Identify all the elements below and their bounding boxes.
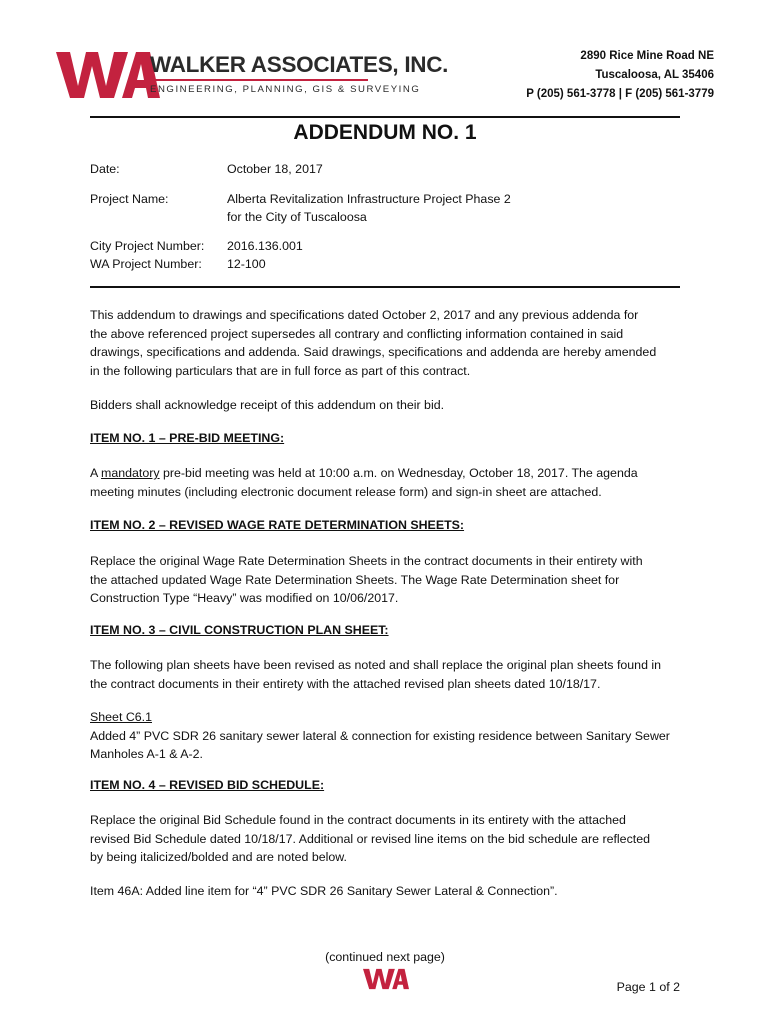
item3-line: The following plan sheets have been revised as noted and shall replace the original plan sheets found in xyxy=(90,658,662,672)
continued-note: (continued next page) xyxy=(325,950,445,964)
date-value: October 18, 2017 xyxy=(227,162,323,176)
item1-line xyxy=(90,464,685,483)
item1-line: meeting minutes (including electronic document release form) and sign-in sheet are attached. xyxy=(90,484,602,499)
project-name-value-line2: for the City of Tuscaloosa xyxy=(227,210,367,224)
sheet-c61-block xyxy=(90,708,685,764)
wa-project-number-value: 12-100 xyxy=(227,257,266,271)
date-label: Date: xyxy=(90,162,120,176)
footer-wa-logo xyxy=(363,966,409,992)
acknowledge-paragraph xyxy=(90,396,685,415)
item4-heading: ITEM NO. 4 – REVISED BID SCHEDULE: xyxy=(90,778,325,792)
intro-line: This addendum to drawings and specifications dated October 2, 2017 and any previous addenda for xyxy=(90,308,639,322)
item1-mandatory: mandatory xyxy=(101,466,160,480)
wa-monogram xyxy=(56,52,160,98)
header-divider xyxy=(90,116,680,118)
item46a-paragraph xyxy=(90,882,685,901)
company-rule xyxy=(150,79,368,81)
item3-paragraph xyxy=(90,656,685,693)
company-name: WALKER ASSOCIATES, INC. xyxy=(150,52,449,77)
city-project-number-value: 2016.136.001 xyxy=(227,239,303,253)
acknowledge-line: Bidders shall acknowledge receipt of this addendum on their bid. xyxy=(90,398,445,412)
item46a-line: Item 46A: Added line item for “4” PVC SDR 26 Sanitary Sewer Lateral & Connection”. xyxy=(90,884,558,898)
item4-line: by being italicized/bolded and are noted below. xyxy=(90,850,347,864)
item2-paragraph xyxy=(90,552,685,608)
item4-line: revised Bid Schedule dated 10/18/17. Additional or revised line items on the bid schedule are reflected xyxy=(90,831,650,846)
page-number: Page 1 of 2 xyxy=(616,980,680,994)
item3-heading: ITEM NO. 3 – CIVIL CONSTRUCTION PLAN SHEET: xyxy=(90,623,389,637)
company-tagline: ENGINEERING, PLANNING, GIS & SURVEYING xyxy=(150,84,421,95)
intro-line: the above referenced project supersedes all contrary and conflicting information contained in said xyxy=(90,326,624,341)
intro-paragraph xyxy=(90,306,685,380)
city-project-number-label: City Project Number: xyxy=(90,239,205,253)
item2-line: Construction Type “Heavy” was modified on 10/06/2017. xyxy=(90,591,399,605)
intro-line: drawings, specifications and addenda. Said drawings, specifications and addenda are hereby amended xyxy=(90,345,657,359)
wa-project-number-label: WA Project Number: xyxy=(90,257,202,271)
project-name-value-line1: Alberta Revitalization Infrastructure Project Phase 2 xyxy=(227,192,511,206)
item1-rest: pre-bid meeting was held at 10:00 a.m. on Wednesday, October 18, 2017. The agenda xyxy=(159,466,638,480)
sheet-line: Manholes A-1 & A-2. xyxy=(90,747,203,761)
item2-line: the attached updated Wage Rate Determination Sheets. The Wage Rate Determination sheet for xyxy=(90,572,620,587)
item3-line: the contract documents in their entirety with the attached revised plan sheets dated 10/18/17. xyxy=(90,676,601,691)
document-title: ADDENDUM NO. 1 xyxy=(293,121,477,144)
project-name-label: Project Name: xyxy=(90,192,169,206)
company-address xyxy=(526,47,714,104)
phone-fax: P (205) 561-3778 | F (205) 561-3779 xyxy=(526,88,714,100)
item1-paragraph xyxy=(90,464,685,501)
fields-divider xyxy=(90,286,680,288)
item2-line: Replace the original Wage Rate Determination Sheets in the contract documents in their entirety with xyxy=(90,554,643,568)
address-line-city: Tuscaloosa, AL 35406 xyxy=(595,69,714,81)
address-line-street: 2890 Rice Mine Road NE xyxy=(580,50,714,62)
sheet-line: Added 4” PVC SDR 26 sanitary sewer lateral & connection for existing residence between Sanitary Sewer xyxy=(90,728,670,743)
item1-heading: ITEM NO. 1 – PRE-BID MEETING: xyxy=(90,431,285,445)
sheet-label: Sheet C6.1 xyxy=(90,710,152,724)
item1-prefix: A xyxy=(90,466,102,480)
item2-heading: ITEM NO. 2 – REVISED WAGE RATE DETERMINATION SHEETS: xyxy=(90,518,465,532)
item4-line: Replace the original Bid Schedule found in the contract documents in its entirety with the attached xyxy=(90,813,626,827)
intro-line: in the following particulars that are in full force as part of this contract. xyxy=(90,363,471,378)
item4-paragraph xyxy=(90,811,685,867)
